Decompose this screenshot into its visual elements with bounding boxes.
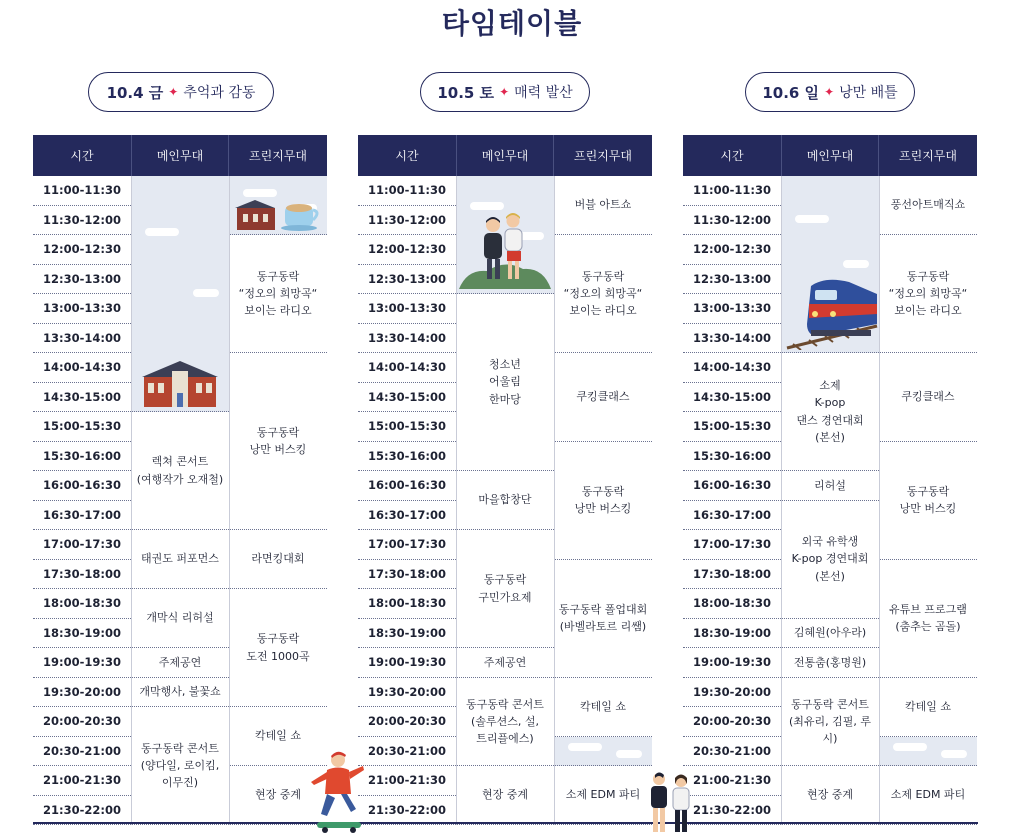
main-stage-event xyxy=(781,501,879,619)
day-date: 10.6 일 xyxy=(762,83,820,102)
time-slot: 20:00-20:30 xyxy=(33,707,131,737)
fringe-stage-event xyxy=(879,737,977,767)
time-slot: 19:00-19:30 xyxy=(358,648,456,678)
time-slot: 15:30-16:00 xyxy=(358,442,456,472)
column-header-main-stage: 메인무대 xyxy=(781,135,879,176)
event-label: 동구동락 낭만 버스킹 xyxy=(574,484,632,515)
main-stage-event xyxy=(781,766,879,825)
cloud-icon xyxy=(843,260,869,268)
time-slot: 13:00-13:30 xyxy=(358,294,456,324)
time-slot: 17:00-17:30 xyxy=(33,530,131,560)
main-stage-event xyxy=(456,294,554,471)
main-stage-event xyxy=(781,648,879,678)
fringe-stage-event xyxy=(879,766,977,825)
column-divider xyxy=(879,176,880,825)
time-slot: 17:30-18:00 xyxy=(358,560,456,590)
time-slot: 13:00-13:30 xyxy=(33,294,131,324)
time-slot: 12:00-12:30 xyxy=(33,235,131,265)
main-stage-event xyxy=(131,678,229,708)
cloud-icon xyxy=(795,215,829,223)
main-stage-event xyxy=(456,766,554,825)
event-label: 주제공연 xyxy=(158,655,202,669)
event-label: 전통춤(홍명원) xyxy=(793,655,867,669)
old-building-icon xyxy=(138,357,222,409)
time-slot: 17:30-18:00 xyxy=(33,560,131,590)
time-slot: 15:00-15:30 xyxy=(358,412,456,442)
time-slot: 12:30-13:00 xyxy=(33,265,131,295)
time-slot: 14:00-14:30 xyxy=(683,353,781,383)
event-label: 소제 K-pop 댄스 경연대회 (본선) xyxy=(796,379,864,444)
time-slot: 19:30-20:00 xyxy=(683,678,781,708)
event-label: 현장 중계 xyxy=(254,788,301,802)
column-divider xyxy=(131,176,132,825)
main-stage-event xyxy=(131,648,229,678)
event-label: 동구동락 “정오의 희망곡“ 보이는 라디오 xyxy=(888,269,968,318)
event-label: 청소년 어울림 한마당 xyxy=(489,358,521,406)
fringe-stage-event xyxy=(554,560,652,678)
event-label: 동구동락 낭만 버스킹 xyxy=(249,425,307,456)
event-label: 동구동락 낭만 버스킹 xyxy=(899,484,957,515)
event-label: 외국 유학생 K-pop 경연대회 (본선) xyxy=(791,535,869,583)
time-slot: 21:30-22:00 xyxy=(683,796,781,826)
event-label: 칵테일 쇼 xyxy=(254,729,301,743)
fringe-stage-event xyxy=(554,737,652,767)
column-header-fringe-stage: 프린지무대 xyxy=(879,135,977,176)
time-slot: 15:00-15:30 xyxy=(33,412,131,442)
time-slot: 16:00-16:30 xyxy=(358,471,456,501)
main-stage-event xyxy=(781,353,879,471)
event-label: 쿠킹클래스 xyxy=(576,390,630,404)
main-stage-event xyxy=(456,678,554,767)
time-slot: 18:00-18:30 xyxy=(33,589,131,619)
day-date: 10.5 토 xyxy=(437,83,495,102)
time-slot: 19:30-20:00 xyxy=(33,678,131,708)
main-stage-event xyxy=(781,176,879,353)
event-label: 김혜원(아우라) xyxy=(793,626,867,640)
time-slot: 14:30-15:00 xyxy=(33,383,131,413)
time-slot: 21:00-21:30 xyxy=(683,766,781,796)
main-stage-event xyxy=(131,412,229,530)
main-stage-event xyxy=(131,530,229,589)
main-stage-event xyxy=(131,707,229,825)
star-icon: ✦ xyxy=(499,85,510,99)
time-slot: 18:00-18:30 xyxy=(683,589,781,619)
column-header-fringe-stage: 프린지무대 xyxy=(229,135,327,176)
fringe-stage-event xyxy=(554,766,652,825)
event-label: 마을합창단 xyxy=(478,493,532,507)
event-label: 유튜브 프로그램 (춤추는 곰돌) xyxy=(889,602,967,633)
cafe-icon xyxy=(233,198,323,232)
time-slot: 11:00-11:30 xyxy=(358,176,456,206)
time-slot: 20:00-20:30 xyxy=(358,707,456,737)
event-label: 주제공연 xyxy=(483,655,527,669)
event-label: 동구동락 콘서트 (솔루션스, 설, 트리플에스) xyxy=(466,697,544,745)
main-stage-event xyxy=(456,471,554,530)
column-header-main-stage: 메인무대 xyxy=(131,135,229,176)
event-label: 개막행사, 불꽃쇼 xyxy=(139,685,221,699)
fringe-stage-event xyxy=(554,235,652,353)
couple-icon xyxy=(457,209,553,291)
cloud-icon xyxy=(616,750,642,758)
main-stage-event xyxy=(781,678,879,767)
fringe-stage-event xyxy=(879,678,977,737)
time-slot: 21:30-22:00 xyxy=(33,796,131,826)
star-icon: ✦ xyxy=(824,85,835,99)
star-icon: ✦ xyxy=(168,85,179,99)
page-title: 타임테이블 xyxy=(441,7,583,40)
day-header-2 xyxy=(420,72,590,112)
fringe-stage-event xyxy=(554,678,652,737)
cloud-icon xyxy=(243,189,277,197)
day-theme: 추억과 감동 xyxy=(183,85,256,101)
cloud-icon xyxy=(193,289,219,297)
time-slot: 12:00-12:30 xyxy=(683,235,781,265)
event-label: 소제 EDM 파티 xyxy=(565,788,641,802)
main-stage-event xyxy=(781,471,879,501)
fringe-stage-event xyxy=(554,176,652,235)
event-label: 현장 중계 xyxy=(481,788,528,802)
fringe-stage-event xyxy=(229,353,327,530)
day-date: 10.4 금 xyxy=(106,83,164,102)
time-slot: 20:30-21:00 xyxy=(683,737,781,767)
column-header-fringe-stage: 프린지무대 xyxy=(554,135,652,176)
time-slot: 17:00-17:30 xyxy=(358,530,456,560)
time-slot: 11:00-11:30 xyxy=(33,176,131,206)
column-header-time: 시간 xyxy=(683,135,781,176)
time-slot: 21:00-21:30 xyxy=(358,766,456,796)
column-divider xyxy=(456,176,457,825)
bottom-divider xyxy=(33,822,978,824)
fringe-stage-event xyxy=(229,530,327,589)
time-slot: 13:30-14:00 xyxy=(358,324,456,354)
time-slot: 11:00-11:30 xyxy=(683,176,781,206)
column-header-main-stage: 메인무대 xyxy=(456,135,554,176)
time-slot: 18:30-19:00 xyxy=(683,619,781,649)
time-slot: 13:00-13:30 xyxy=(683,294,781,324)
train-icon xyxy=(781,274,879,350)
time-slot: 16:30-17:00 xyxy=(683,501,781,531)
event-label: 풍선아트매직쇼 xyxy=(890,198,966,212)
cloud-icon xyxy=(893,743,927,751)
event-label: 동구동락 도전 1000곡 xyxy=(246,632,310,663)
time-slot: 15:30-16:00 xyxy=(33,442,131,472)
cloud-icon xyxy=(568,743,602,751)
time-slot: 11:30-12:00 xyxy=(683,206,781,236)
cloud-icon xyxy=(145,228,179,236)
time-slot: 16:30-17:00 xyxy=(358,501,456,531)
event-label: 소제 EDM 파티 xyxy=(890,788,966,802)
fringe-stage-event xyxy=(879,235,977,353)
event-label: 동구동락 콘서트 (양다일, 로이킴, 이무진) xyxy=(140,741,220,790)
main-stage-event xyxy=(456,648,554,678)
day-header-3 xyxy=(745,72,915,112)
time-slot: 11:30-12:00 xyxy=(33,206,131,236)
time-slot: 16:00-16:30 xyxy=(33,471,131,501)
time-slot: 21:30-22:00 xyxy=(358,796,456,826)
time-slot: 20:30-21:00 xyxy=(358,737,456,767)
main-stage-event xyxy=(131,589,229,648)
fringe-stage-event xyxy=(879,353,977,442)
event-label: 태권도 퍼포먼스 xyxy=(141,552,219,566)
time-slot: 21:00-21:30 xyxy=(33,766,131,796)
event-label: 렉쳐 콘서트 (여행작가 오재철) xyxy=(136,455,224,486)
time-slot: 13:30-14:00 xyxy=(683,324,781,354)
column-divider xyxy=(554,176,555,825)
time-slot: 14:00-14:30 xyxy=(358,353,456,383)
time-slot: 20:30-21:00 xyxy=(33,737,131,767)
fringe-stage-event xyxy=(554,442,652,560)
column-divider xyxy=(229,176,230,825)
time-slot: 12:30-13:00 xyxy=(358,265,456,295)
event-label: 쿠킹클래스 xyxy=(901,390,955,404)
time-slot: 17:00-17:30 xyxy=(683,530,781,560)
time-slot: 16:00-16:30 xyxy=(683,471,781,501)
fringe-stage-event xyxy=(879,560,977,678)
event-label: 칵테일 쇼 xyxy=(579,699,626,713)
event-label: 동구동락 “정오의 희망곡“ 보이는 라디오 xyxy=(563,269,643,318)
fringe-stage-event xyxy=(229,235,327,353)
fringe-stage-event xyxy=(229,589,327,707)
column-divider xyxy=(781,176,782,825)
time-slot: 11:30-12:00 xyxy=(358,206,456,236)
event-label: 현장 중계 xyxy=(806,788,853,802)
event-label: 라면킹대회 xyxy=(251,552,305,566)
time-slot: 14:30-15:00 xyxy=(683,383,781,413)
time-slot: 13:30-14:00 xyxy=(33,324,131,354)
time-slot: 16:30-17:00 xyxy=(33,501,131,531)
day-header-1 xyxy=(88,72,274,112)
time-slot: 18:00-18:30 xyxy=(358,589,456,619)
time-slot: 15:30-16:00 xyxy=(683,442,781,472)
time-slot: 18:30-19:00 xyxy=(33,619,131,649)
time-slot: 19:00-19:30 xyxy=(33,648,131,678)
fringe-stage-event xyxy=(879,442,977,560)
time-slot: 12:30-13:00 xyxy=(683,265,781,295)
time-slot: 15:00-15:30 xyxy=(683,412,781,442)
event-label: 버블 아트쇼 xyxy=(574,198,632,212)
event-label: 동구동락 구민가요제 xyxy=(478,573,532,604)
skateboarder-icon xyxy=(305,748,367,834)
event-label: 동구동락 폴업대회 (바벨라토르 리쌤) xyxy=(558,602,648,633)
main-stage-event xyxy=(131,176,229,412)
fringe-stage-event xyxy=(229,176,327,235)
main-stage-event xyxy=(781,619,879,649)
time-slot: 20:00-20:30 xyxy=(683,707,781,737)
time-slot: 14:30-15:00 xyxy=(358,383,456,413)
time-slot: 19:30-20:00 xyxy=(358,678,456,708)
day-theme: 매력 발산 xyxy=(514,85,573,101)
time-slot: 19:00-19:30 xyxy=(683,648,781,678)
event-label: 칵테일 쇼 xyxy=(904,699,951,713)
cloud-icon xyxy=(941,750,967,758)
time-slot: 12:00-12:30 xyxy=(358,235,456,265)
event-label: 동구동락 콘서트 (최유리, 김필, 루시) xyxy=(788,697,872,745)
main-stage-event xyxy=(456,530,554,648)
event-label: 개막식 리허설 xyxy=(146,611,214,625)
day-theme: 낭만 배틀 xyxy=(839,85,898,101)
event-label: 동구동락 “정오의 희망곡“ 보이는 라디오 xyxy=(238,269,318,318)
fringe-stage-event xyxy=(554,353,652,442)
event-label: 리허설 xyxy=(814,478,846,492)
fringe-stage-event xyxy=(879,176,977,235)
time-slot: 14:00-14:30 xyxy=(33,353,131,383)
time-slot: 17:30-18:00 xyxy=(683,560,781,590)
main-stage-event xyxy=(456,176,554,294)
time-slot: 18:30-19:00 xyxy=(358,619,456,649)
column-header-time: 시간 xyxy=(358,135,456,176)
column-header-time: 시간 xyxy=(33,135,131,176)
friends-icon xyxy=(645,770,695,834)
